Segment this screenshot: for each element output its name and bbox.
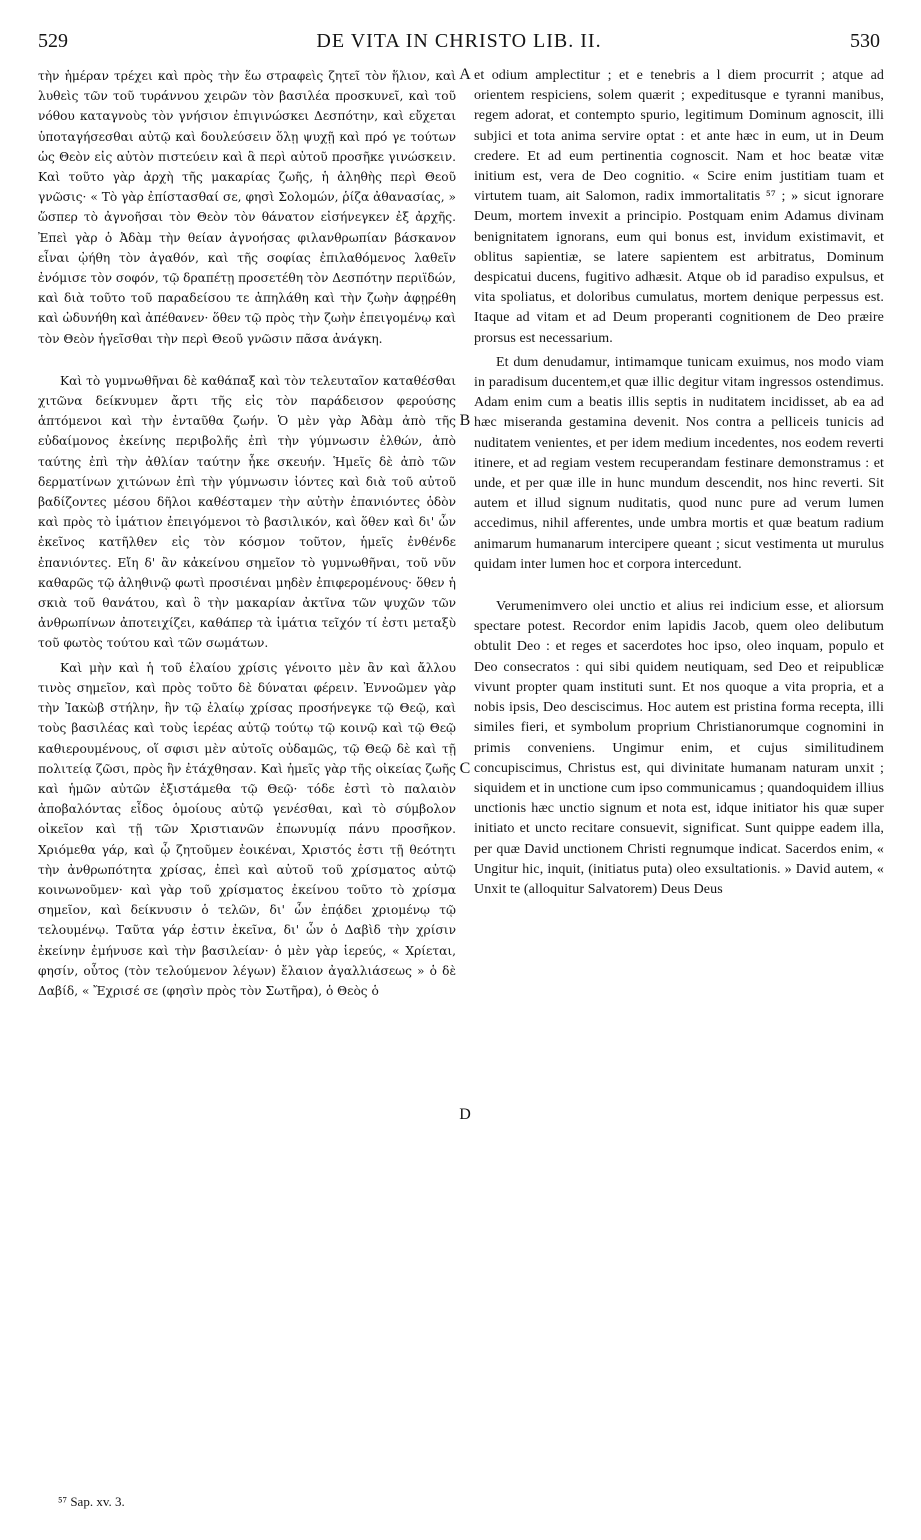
margin-marker-d: D (459, 1106, 471, 1123)
page-number-left: 529 (38, 30, 68, 52)
greek-paragraph-1: τὴν ἡμέραν τρέχει καὶ πρὸς τὴν ἕω στραφεὶς ζητεῖ τὸν ἥλιον, καὶ λυθεὶς τῶν τοῦ τυράννου χειρῶν τὸν βασιλέα προσκυνεῖ, καὶ τοῦ νόθου καταγνοὺς τὸν γνήσιον ἐπιγινώσκει Δεσπότην, καὶ εὔχεται ὑποταγήσεσθαι αὐτῷ καὶ δουλεύσειν ὅλῃ ψυχῇ καὶ πρό γε τούτων ὡς Θεὸν εἰς αὐτὸν πιστεύειν καὶ ἃ περὶ αὐτοῦ προσῆκε γινώσκειν. Καὶ τοῦτο γὰρ ἀρχὴ τῆς μακαρίας ζωῆς, ἡ ἀληθὴς περὶ Θεοῦ γνῶσις· « Τὸ γὰρ ἐπίστασθαί σε, φησὶ Σολομών, ῥίζα ἀθανασίας, » ὥσπερ τὸ ἀγνοῆσαι τὸν Θεὸν τὸν θάνατον εἰσήνεγκεν ἐξ ἀρχῆς. Ἐπεὶ γὰρ ὁ Ἀδὰμ τὴν θείαν ἀγνοήσας φιλανθρωπίαν βάσκανον εἶναι ᾠήθη τὸν ἀγαθόν, καὶ τῆς σοφίας ἐπιλαθόμενος λαθεῖν ἐνόμισε τὸν σοφόν, τῷ δραπέτῃ προσετέθη τὸν Δεσπότην περιϊδών, καὶ διὰ τοῦτο τοῦ παραδείσου τε ἀπηλάθη καὶ τὴν ζωὴν ἀφῃρέθη καὶ ὠδυνήθη καὶ ἀπέθανεν· ὅθεν τῷ πρὸς τὴν ζωὴν ἐπειγομένῳ καὶ τὸν Θεὸν ἡγεῖσθαι τὴν περὶ Θεοῦ γνῶσιν πᾶσα ἀνάγκη. (38, 69, 456, 346)
page-header (38, 30, 880, 56)
footnote-ref: ⁵⁷ (58, 1494, 68, 1509)
page-number-right: 530 (850, 30, 880, 52)
latin-column (474, 66, 884, 900)
margin-marker-c: C (459, 760, 471, 777)
margin-marker-a: A (459, 66, 471, 83)
footnote (58, 1494, 125, 1510)
margin-marker-b: B (459, 412, 471, 429)
latin-paragraph-2: Et dum denudamur, intimamque tunicam exuimus, nos modo viam in paradisum ducentem,et quæ illic degitur vitam ingressos ostendimus. Adam enim cum a beatis illis septis in nuditatem incidisset, ab ea ad hæc miseranda gestamina devenit. Nos contra a pelliceis tunicis ad nuditatem venientes, et per idem medium incedentes, nos eodem reverti itinere, et ad regiam vestem recuperandam festinare demonstramus : et unde, et per quæ ille in hunc mundum descendit, nos hinc reverti. Sit autem et illud signum nuditatis, quod nunc pure ad verum lumen accedimus, nihil afferentes, unde umbra mortis et quæ beatum radium animarum humanarum intercipere queant ; sicut vestimenta ut murulus quidam inter lumen hoc et corpora intercedunt. (474, 354, 884, 572)
latin-paragraph-1: et odium amplectitur ; et e tenebris a l diem procurrit ; atque ad orientem respiciens, solem quærit ; expeditusque e tyranni manibus, regem adorat, et contempto spurio, legitimum Dominum agnoscit, illi subjici et tota anima servire optat : et ante hæc in eum, ut in Deum credere. Et ad eum pertinentia cognoscit. Nam et hoc beatæ vitæ initium est, vera de Deo cognitio. « Scire enim justitiam tuam et virtutem tuam, ait Salomon, radix immortalitatis ⁵⁷ ; » sicut ignorare Deum, mortem invexit a principio. Postquam enim Adamus divinam benignitatem ignorans, eum qui bonus est, invidum existimavit, et oblitus sapientiæ, se latere sapientem est arbitratus, Dominum despicatui ducens, fugitivo adhæsit. Atque ob id paradiso expulsus, et vita spoliatus, et doloribus cumulatus, mortem denique perpessus est. Itaque ad vitam et ad Deum properanti cognitionem de Deo præire prorsus est necessarium. (474, 68, 884, 346)
running-title: DE VITA IN CHRISTO LIB. II. (316, 30, 602, 52)
latin-paragraph-3: Verumenimvero olei unctio et alius rei indicium esse, et aliorsum spectare potest. Recordor enim lapidis Jacob, quem oleo delibutum obtulit Deo : et reges et sacerdotes hoc ipso, oleo inquam, populo et Deo consecratos : qui sibi quidem neutiquam, sed Deo et reipublicæ vivunt propter quam instituti sunt. Et nos quoque a vita propria, et a nobis ipsis, Deo desciscimus. Hoc autem est pristina forma recepta, illi similes fieri, et symbolum proprium Christianorumque cognomini in primis conveniens. Ungimur enim, et cujus similitudinem concupiscimus, Christus est, qui divinitate humanam naturam unxit ; siquidem et in unctione cum ipso communicamus ; quandoquidem illius unctionis hæc unctio signum et nota est, idque initiator his quæ super initiato et uncto recitare consuevit, significat. Sunt quippe eadem illa, per quæ David unctionem Christi regnumque indicat. Sacerdos enim, « Ungitur hic, inquit, (initiatus puta) oleo exsultationis. » David autem, « Unxit te (alloquitur Salvatorem) Deus Deus (474, 599, 884, 897)
greek-paragraph-3: Καὶ μὴν καὶ ἡ τοῦ ἐλαίου χρίσις γένοιτο μὲν ἂν καὶ ἄλλου τινὸς σημεῖον, καὶ πρὸς τοῦτο δὲ δύναται φέρειν. Ἐννοῶμεν γὰρ τὴν Ἰακὼβ στήλην, ἣν τῷ ἐλαίῳ χρίσας προσήνεγκε τῷ Θεῷ, καὶ τοὺς βασιλέας καὶ τοὺς ἱερέας αὐτῷ τούτῳ τῷ κοινῷ καὶ τῷ Θεῷ καθιερουμένους, οἵ σφισι μὲν αὐτοῖς οὐδαμῶς, τῷ Θεῷ δὲ καὶ τῇ πολιτείᾳ ζῶσι, πρὸς ἣν ἐτάχθησαν. Καὶ ἡμεῖς γὰρ τῆς οἰκείας ζωῆς καὶ ἡμῶν αὐτῶν ἐξιστάμεθα τῷ Θεῷ· τόδε ἐστὶ τὸ παλαιὸν ἀποβαλόντας εἶδος ὁμοίους αὐτῷ γενέσθαι, καὶ τὸ σύμβολον οἰκεῖον καὶ τῇ τῶν Χριστιανῶν ἐπωνυμίᾳ πάνυ προσῆκον. Χριόμεθα γάρ, καὶ ᾧ ζητοῦμεν ἐοικέναι, Χριστός ἐστι τῇ θεότητι τὴν ἀνθρωπότητα χρίσας, ἐπεὶ καὶ αὐτοῦ τοῦ χρίσματος αὐτῷ κοινωνοῦμεν· καὶ γὰρ τοῦ χρίσματος ἐκείνου τοῦτο τὸ χρίσμα σημεῖον, καὶ δείκνυσιν ὁ τελῶν, δι' ὧν ἐπᾴδει χριομένῳ τῷ τελουμένῳ. Ταῦτα γάρ ἐστιν ἐκεῖνα, δι' ὧν ὁ Δαβὶδ τὴν χρίσιν ἐκείνην ἐμήνυσε καὶ τὴν βασιλείαν· ὁ μὲν γὰρ ἱερεύς, « Χρίεται, φησίν, οὗτος (τὸν τελούμενον λέγων) ἔλαιον ἀγαλλιάσεως » ὁ δὲ Δαβίδ, « Ἔχρισέ σε (φησὶν πρὸς τὸν Σωτῆρα), ὁ Θεὸς ὁ (38, 660, 456, 998)
footnote-text: Sap. xv. 3. (70, 1494, 125, 1509)
greek-column (38, 66, 456, 1001)
greek-paragraph-2: Καὶ τὸ γυμνωθῆναι δὲ καθάπαξ καὶ τὸν τελευταῖον καταθέσθαι χιτῶνα δείκνυμεν ἄρτι τῆς εἰς τὸν παράδεισον φερούσης ἁπτόμενοι καὶ τὴν ἐνταῦθα ζωήν. Ὁ μὲν γὰρ Ἀδὰμ ἀπὸ τῆς εὐδαίμονος ἐκείνης περιβολῆς ἐπὶ τὴν γύμνωσιν ἐλθών, ἀπὸ ταύτης ἐπὶ τὴν ἀθλίαν ταύτην ἧκε σκευήν. Ἡμεῖς δὲ ἀπὸ τῶν δερματίνων χιτώνων ἐπὶ τὴν γύμνωσιν ἰόντες καὶ διὰ τοῦ αὐτοῦ βαδίζοντες μέσου δῆλοι καθέσταμεν τὴν αὐτὴν ἐπανιόντες ὁδὸν καὶ πρὸς τὸ ἱμάτιον ἐπειγόμενοι τὸ βασιλικόν, καὶ ὅθεν καὶ δι' ὧν ἐκεῖνος κατῆλθεν εἰς τὸν κόσμον τοῦτον, ἡμεῖς ἐνθένδε ἐπανιόντες. Εἴη δ' ἂν κἀκείνου σημεῖον τὸ γυμνωθῆναι, τοῦ νῦν καθαρῶς τῷ ἀληθινῷ φωτὶ προσιέναι μηδὲν ἐπιφερομένους· ὅθεν ἡ σκιὰ τοῦ θανάτου, καὶ ὃ τὴν μακαρίαν ἀκτῖνα τῶν ψυχῶν τῶν ἀνθρωπίνων ἀποτειχίζει, καθάπερ τὰ ἱμάτια τεῖχόν τί ἐστι μεταξὺ τοῦ φωτὸς τούτου καὶ τῶν σωμάτων. (38, 373, 456, 651)
